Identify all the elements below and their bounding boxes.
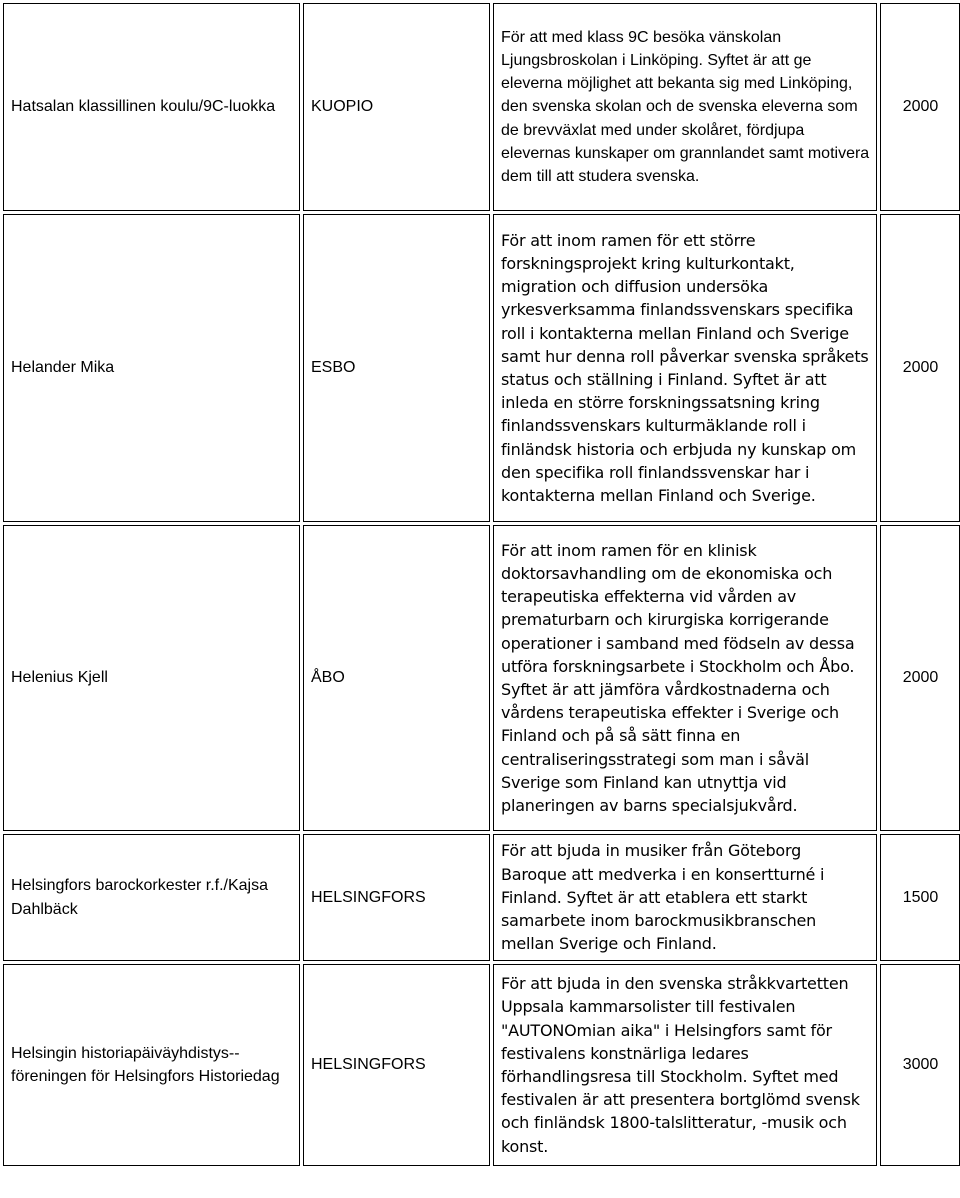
applicant-name: Hatsalan klassillinen koulu/9C-luokka <box>3 3 300 211</box>
table-row <box>3 3 960 211</box>
applicant-city: HELSINGFORS <box>303 834 490 961</box>
applicant-name: Helander Mika <box>3 214 300 522</box>
applicant-city: ÅBO <box>303 525 490 831</box>
applicant-name: Helenius Kjell <box>3 525 300 831</box>
grant-description: För att med klass 9C besöka vänskolan Ljungsbroskolan i Linköping. Syftet är att ge eleverna möjlighet att bekanta sig med Linköping, den svenska skolan och de svenska eleverna som de brevväxlat med under skolåret, fördjupa elevernas kunskaper om grannlandet samt motivera dem till att studera svenska. <box>493 3 877 211</box>
grant-description: För att bjuda in musiker från Göteborg Baroque att medverka i en konsertturné i Finland. Syftet är att etablera ett starkt samarbete inom barockmusikbranschen mellan Sverige och Finland. <box>493 834 877 961</box>
grant-description: För att inom ramen för ett större forskningsprojekt kring kulturkontakt, migration och diffusion undersöka yrkesverksamma finlandssvenskars specifika roll i kontakterna mellan Finland och Sverige samt hur denna roll påverkar svenska språkets status och ställning i Finland. Syftet är att inleda en större forskningssatsning kring finlandssvenskars kulturmäklande roll i finländsk historia och erbjuda ny kunskap om den specifika roll finlandssvenskar har i kontakterna mellan Finland och Sverige. <box>493 214 877 522</box>
applicant-name: Helsingfors barockorkester r.f./Kajsa Dahlbäck <box>3 834 300 961</box>
table-row <box>3 214 960 522</box>
grant-amount: 2000 <box>880 525 960 831</box>
table-row <box>3 525 960 831</box>
grant-description: För att inom ramen för en klinisk doktorsavhandling om de ekonomiska och terapeutiska effekterna vid vården av prematurbarn och kirurgiska korrigerande operationer i samband med födseln av dessa utföra forskningsarbete i Stockholm och Åbo. Syftet är att jämföra vårdkostnaderna och vårdens terapeutiska effekter i Sverige och Finland och på så sätt finna en centraliseringsstrategi som man i såväl Sverige som Finland kan utnyttja vid planeringen av barns specialsjukvård. <box>493 525 877 831</box>
applicant-name: Helsingin historiapäiväyhdistys--föreningen för Helsingfors Historiedag <box>3 964 300 1166</box>
grant-amount: 2000 <box>880 214 960 522</box>
applicant-city: HELSINGFORS <box>303 964 490 1166</box>
applicant-city: ESBO <box>303 214 490 522</box>
grant-description: För att bjuda in den svenska stråkkvartetten Uppsala kammarsolister till festivalen "AUTONOmian aika" i Helsingfors samt för festivalens konstnärliga ledares förhandlingsresa till Stockholm. Syftet med festivalen är att presentera bortglömd svensk och finländsk 1800-talslitteratur, -musik och konst. <box>493 964 877 1166</box>
applicant-city: KUOPIO <box>303 3 490 211</box>
table-row <box>3 964 960 1166</box>
grant-amount: 2000 <box>880 3 960 211</box>
table-row <box>3 834 960 961</box>
grant-amount: 1500 <box>880 834 960 961</box>
grant-amount: 3000 <box>880 964 960 1166</box>
